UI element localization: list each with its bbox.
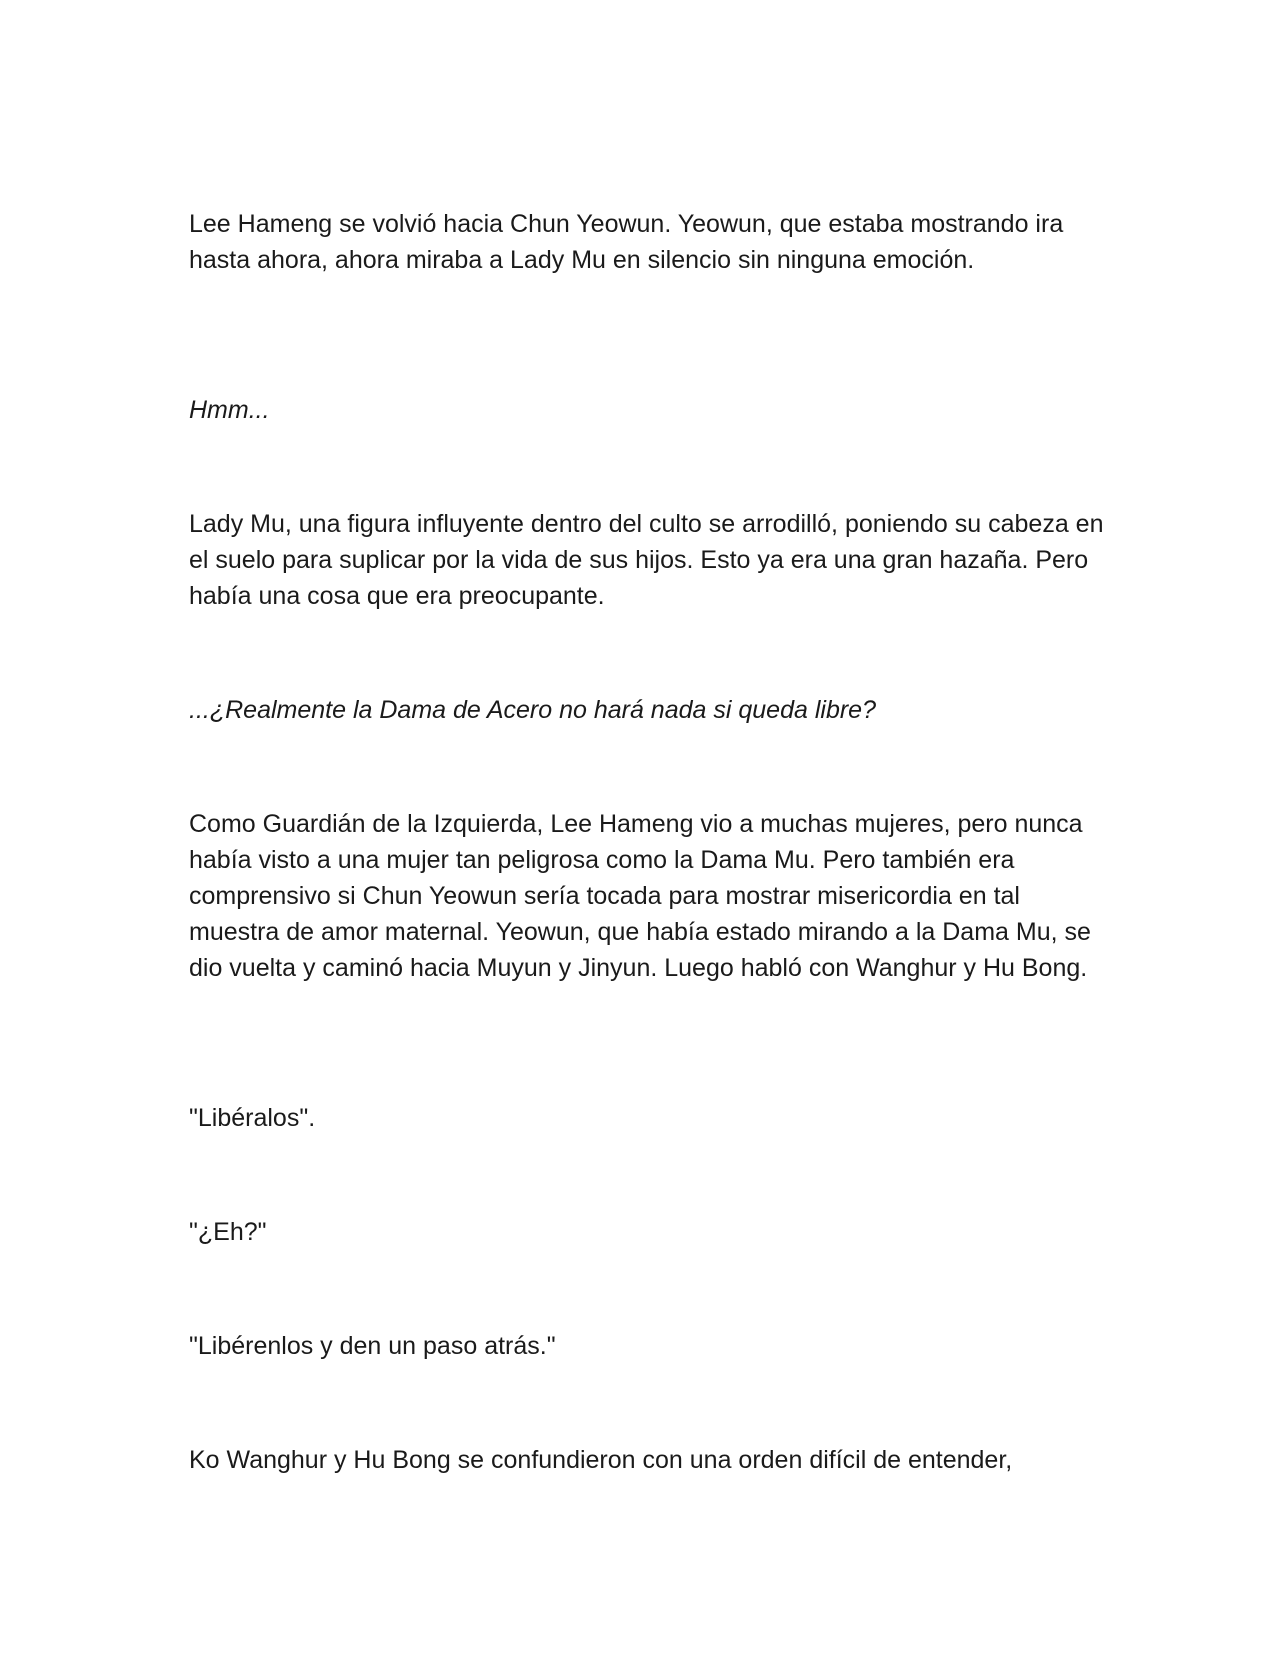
paragraph-narration: Como Guardián de la Izquierda, Lee Hameng vio a muchas mujeres, pero nunca había visto a una mujer tan peligrosa como la Dama Mu. Pero también era comprensivo si Chun Yeowun sería tocada para mostrar misericordia en tal muestra de amor maternal. Yeowun, que había estado mirando a la Dama Mu, se dio vuelta y caminó hacia Muyun y Jinyun. Luego habló con Wanghur y Hu Bong. [189,810,1091,982]
paragraph-thought: Hmm... [189,396,270,424]
paragraph-narration: Ko Wanghur y Hu Bong se confundieron con una orden difícil de entender, [189,1446,1013,1474]
paragraph-dialogue: "Libéralos". [189,1104,316,1132]
paragraph-thought: ...¿Realmente la Dama de Acero no hará nada si queda libre? [189,696,876,724]
paragraph-narration: Lee Hameng se volvió hacia Chun Yeowun. Yeowun, que estaba mostrando ira hasta ahora, ahora miraba a Lady Mu en silencio sin ninguna emoción. [189,210,1064,274]
paragraph-narration: Lady Mu, una figura influyente dentro del culto se arrodilló, poniendo su cabeza en el suelo para suplicar por la vida de sus hijos. Esto ya era una gran hazaña. Pero había una cosa que era preocupante. [189,510,1104,610]
paragraph-dialogue: "¿Eh?" [189,1218,267,1246]
paragraph-dialogue: "Libérenlos y den un paso atrás." [189,1332,556,1360]
